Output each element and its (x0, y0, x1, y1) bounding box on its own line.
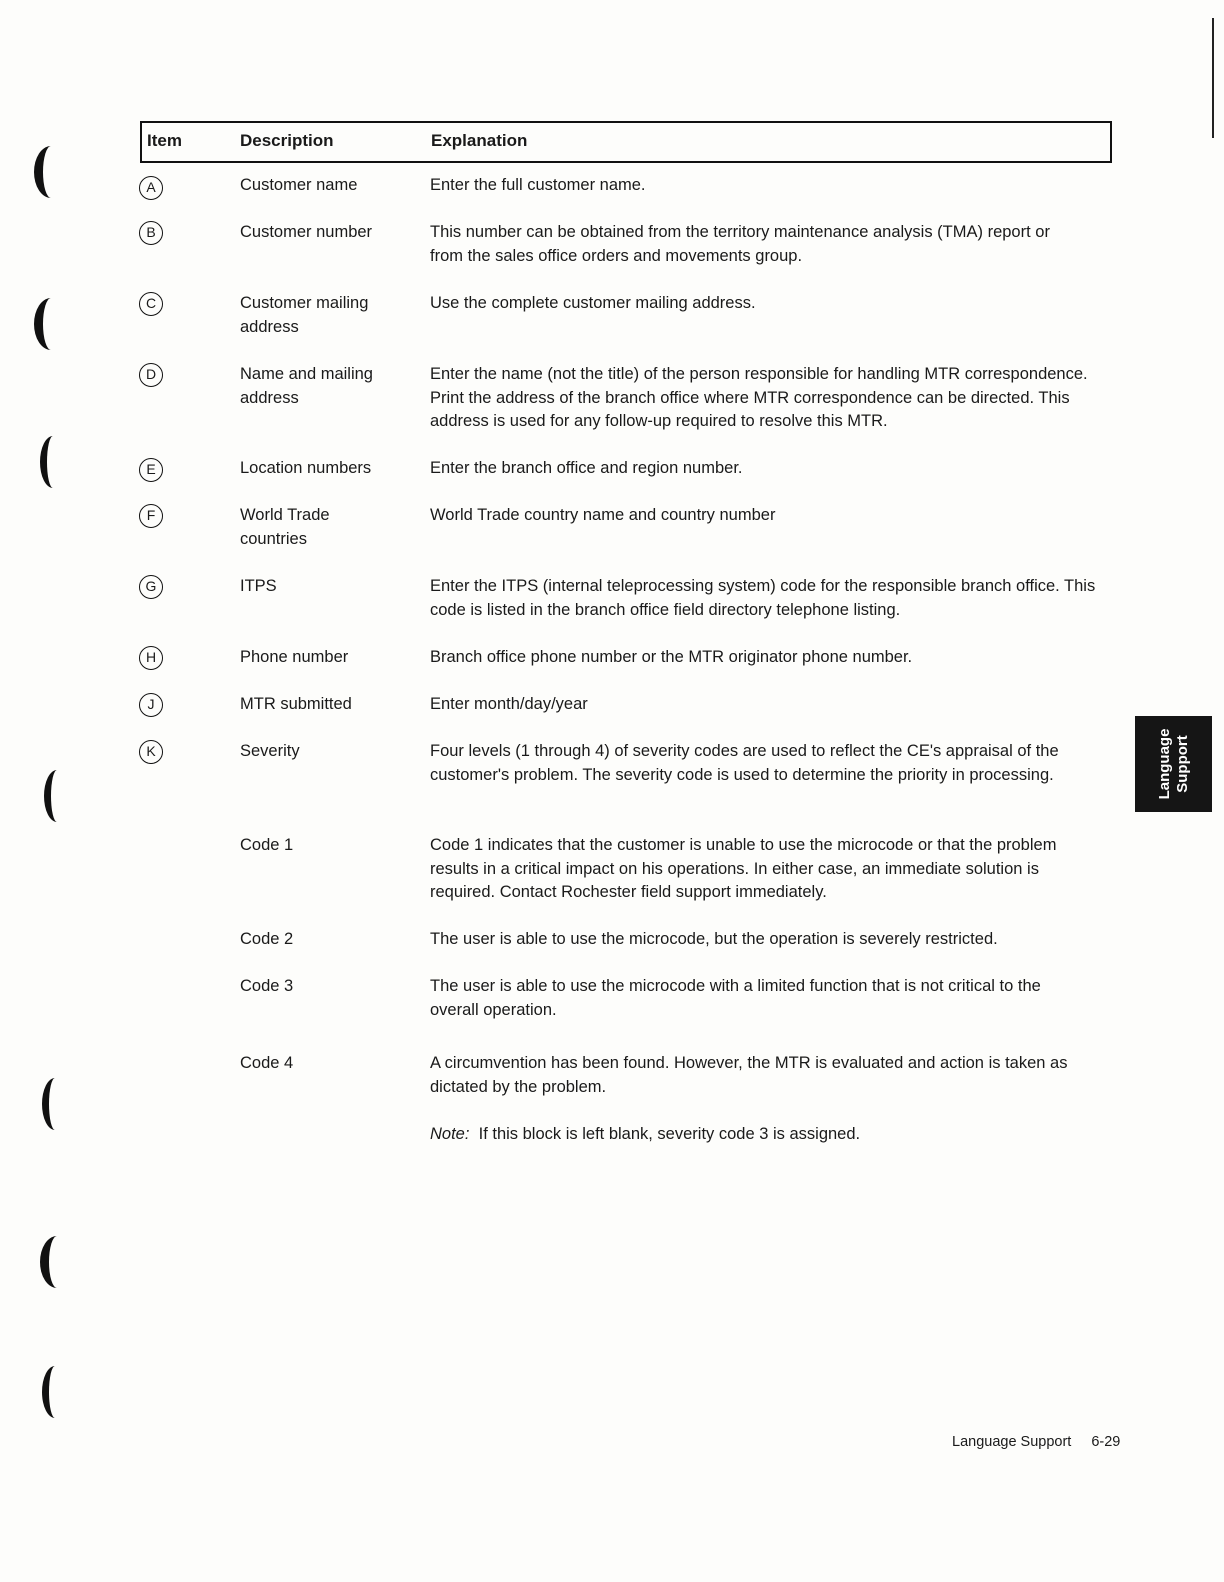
row-explanation: Branch office phone number or the MTR originator phone number. (430, 648, 913, 666)
item-letter-badge: A (139, 176, 163, 200)
header-description: Description (240, 131, 334, 150)
row-description: MTR submitted (240, 695, 352, 713)
code-description: Code 1 (240, 836, 294, 854)
page-edge-rule (1212, 18, 1214, 138)
item-letter-badge: H (139, 646, 163, 670)
punch-hole-mark (42, 1078, 68, 1130)
header-explanation: Explanation (431, 131, 528, 150)
table-header (140, 121, 1112, 163)
item-letter-badge: G (139, 575, 163, 599)
row-explanation: Four levels (1 through 4) of severity codes are used to reflect the CE's appraisal of the customer's problem. The severity code is used to determine the priority in processing. (430, 742, 1059, 784)
punch-hole-mark (40, 436, 66, 488)
row-explanation: Use the complete customer mailing address. (430, 294, 756, 312)
row-description: Customer mailing address (240, 294, 369, 336)
code-description: Code 3 (240, 977, 294, 995)
row-description: Phone number (240, 648, 349, 666)
row-explanation: Enter the branch office and region number. (430, 459, 743, 477)
header-item: Item (147, 131, 182, 150)
side-tab-line1: Language (1155, 728, 1173, 800)
row-explanation: Enter the name (not the title) of the person responsible for handling MTR correspondence. Print the address of the branch office where MTR correspondence can be directed. This address is used for any follow-up required to resolve this MTR. (430, 365, 1088, 430)
page-footer (952, 1434, 1120, 1450)
item-letter-badge: K (139, 740, 163, 764)
note-label: Note: (430, 1125, 470, 1143)
punch-hole-mark (42, 1366, 68, 1418)
item-letter-badge: B (139, 221, 163, 245)
code-explanation: A circumvention has been found. However, the MTR is evaluated and action is taken as dictated by the problem. (430, 1054, 1068, 1096)
row-description: World Trade countries (240, 506, 330, 548)
row-explanation: Enter the ITPS (internal teleprocessing system) code for the responsible branch office. This code is listed in the branch office field directory telephone listing. (430, 577, 1096, 619)
row-description: Location numbers (240, 459, 372, 477)
row-explanation: This number can be obtained from the territory maintenance analysis (TMA) report or from the sales office orders and movements group. (430, 223, 1050, 265)
code-description: Code 2 (240, 930, 294, 948)
code-explanation: Code 1 indicates that the customer is unable to use the microcode or that the problem results in a critical impact on his operations. In either case, an immediate solution is required. Contact Rochester field support immediately. (430, 836, 1057, 901)
row-description: Customer number (240, 223, 373, 241)
punch-hole-mark (34, 298, 68, 350)
code-description: Code 4 (240, 1054, 294, 1072)
row-description: ITPS (240, 577, 277, 595)
item-letter-badge: F (139, 504, 163, 528)
item-letter-badge: C (139, 292, 163, 316)
row-explanation: World Trade country name and country number (430, 506, 776, 524)
row-description: Severity (240, 742, 300, 760)
row-description: Customer name (240, 176, 358, 194)
code-explanation: The user is able to use the microcode with a limited function that is not critical to the overall operation. (430, 977, 1041, 1019)
code-explanation: The user is able to use the microcode, but the operation is severely restricted. (430, 930, 998, 948)
footer-page-number: 6-29 (1091, 1434, 1121, 1450)
item-letter-badge: J (139, 693, 163, 717)
punch-hole-mark (40, 1236, 74, 1288)
row-explanation: Enter the full customer name. (430, 176, 646, 194)
punch-hole-mark (44, 770, 70, 822)
row-explanation: Enter month/day/year (430, 695, 588, 713)
row-description: Name and mailing address (240, 365, 373, 407)
item-letter-badge: D (139, 363, 163, 387)
footer-section-title: Language Support (952, 1434, 1072, 1450)
note-text: If this block is left blank, severity code 3 is assigned. (478, 1125, 861, 1143)
item-letter-badge: E (139, 458, 163, 482)
section-side-tab (1135, 716, 1212, 812)
punch-hole-mark (34, 146, 68, 198)
side-tab-line2: Support (1173, 735, 1191, 793)
